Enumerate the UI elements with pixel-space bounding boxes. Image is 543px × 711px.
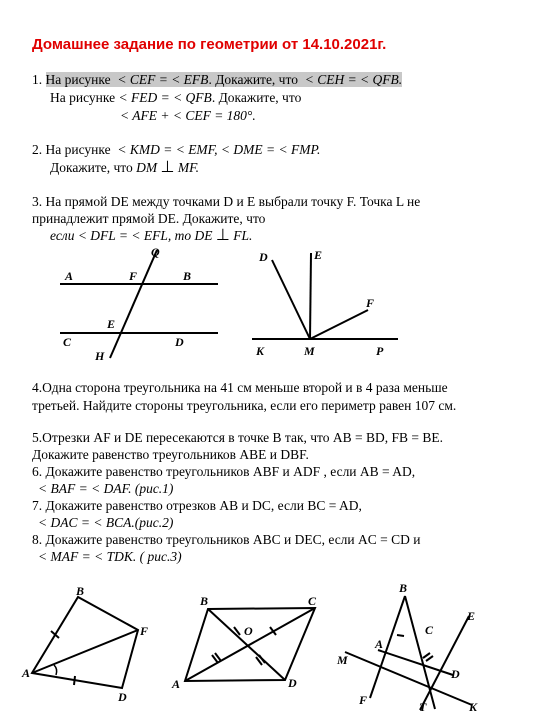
problem-7-line-2: < DAC = < BCA.(рис.2) <box>38 515 174 530</box>
label: E <box>314 248 323 262</box>
label: D <box>118 690 127 704</box>
label: C <box>308 594 317 608</box>
problem-1-line-1 <box>32 72 402 88</box>
tick <box>426 656 433 661</box>
text: На рисунке <box>50 90 116 105</box>
math: < CEH = < QFB. <box>304 72 403 87</box>
math: < KMD = < EMF, < DME = < FMP. <box>117 142 321 157</box>
label: F <box>129 269 138 283</box>
figure-rays <box>250 245 420 370</box>
page-title: Домашнее задание по геометрии от 14.10.2021г. <box>32 36 387 53</box>
problem-2-line-2 <box>50 160 199 176</box>
text: . Докажите, что <box>208 72 298 87</box>
label: A <box>375 637 384 651</box>
figure-3-intersecting-lines <box>335 580 495 711</box>
problem-1-line-3: < AFE + < CEF = 180°. <box>120 108 256 123</box>
label: M <box>337 653 348 667</box>
tick <box>423 653 430 658</box>
math: < FED = < QFB <box>118 90 212 105</box>
perpendicular-symbol: ⊥ <box>215 227 230 244</box>
text: На рисунке <box>45 72 111 87</box>
diagonal-bd <box>208 609 285 680</box>
problem-1-number: 1. <box>32 72 43 87</box>
math: FL. <box>233 228 253 243</box>
segment-bt <box>405 596 435 709</box>
problem-3-line-1: 3. На прямой DE между точками D и E выбрали точку F. Точка L не <box>32 194 421 209</box>
label: M <box>304 344 315 358</box>
problem-4-line-1: 4.Одна сторона треугольника на 41 см меньше второй и в 4 раза меньше <box>32 380 448 395</box>
label: O <box>244 624 253 638</box>
problem-7-line-1: 7. Докажите равенство отрезков AB и DC, если BC = AD, <box>32 498 362 513</box>
label: H <box>95 349 105 363</box>
label: C <box>63 335 72 349</box>
label: A <box>172 677 181 691</box>
label: E <box>107 317 116 331</box>
text: 2. На рисунке <box>32 142 111 157</box>
figure-parallel-lines <box>55 240 225 370</box>
math: DM <box>136 160 158 175</box>
ray-mf <box>310 310 368 339</box>
label: D <box>259 250 268 264</box>
label: A <box>65 269 74 283</box>
problem-5-line-1: 5.Отрезки AF и DE пересекаются в точке B так, что AB = BD, FB = BE. <box>32 430 444 445</box>
label: P <box>376 344 384 358</box>
problem-1-line-2 <box>50 90 301 106</box>
quadrilateral-abfd <box>32 597 138 688</box>
ray-me <box>310 253 311 339</box>
label: K <box>256 344 265 358</box>
label: D <box>288 676 297 690</box>
label: B <box>200 594 209 608</box>
tick-ad <box>74 676 75 685</box>
label: F <box>140 624 149 638</box>
figure-2-quadrilateral <box>170 595 330 705</box>
label: B <box>76 584 85 598</box>
problem-3-line-2: принадлежит прямой DE. Докажите, что <box>32 211 266 226</box>
label: Q <box>151 245 160 259</box>
perpendicular-symbol: ⊥ <box>160 159 175 176</box>
label: D <box>451 667 460 681</box>
problem-1-highlight <box>46 72 403 87</box>
label: C <box>425 623 434 637</box>
label: T <box>419 700 427 711</box>
label: F <box>359 693 368 707</box>
problem-4-line-2: третьей. Найдите стороны треугольника, если его периметр равен 107 см. <box>32 398 457 413</box>
figure-1-triangles <box>20 585 170 711</box>
label: D <box>175 335 184 349</box>
text: . Докажите, что <box>211 90 302 105</box>
label: B <box>399 581 408 595</box>
problem-8-line-1: 8. Докажите равенство треугольников ABC и DEC, если AC = CD и <box>32 532 421 547</box>
problem-8-line-2: < MAF = < TDK. ( рис.3) <box>38 549 182 564</box>
math: если < DFL = < EFL, то DE <box>50 228 213 243</box>
problem-5-line-2: Докажите равенство треугольников ABE и DBF. <box>32 447 309 462</box>
label: K <box>469 700 478 711</box>
problem-2-line-1 <box>32 142 320 158</box>
diagonal-af <box>32 630 138 673</box>
math: MF. <box>177 160 199 175</box>
ray-md <box>272 260 310 339</box>
label: A <box>22 666 31 680</box>
label: F <box>366 296 375 310</box>
angle-arc <box>54 665 57 675</box>
label: B <box>183 269 192 283</box>
text: Докажите, что <box>50 160 133 175</box>
label: E <box>467 609 476 623</box>
tick <box>397 635 404 636</box>
problem-6-line-1: 6. Докажите равенство треугольников ABF и ADF , если AB = AD, <box>32 464 416 479</box>
problem-6-line-2: < BAF = < DAF. (рис.1) <box>38 481 174 496</box>
math: < CEF = < EFB <box>117 72 209 87</box>
transversal <box>110 250 157 358</box>
